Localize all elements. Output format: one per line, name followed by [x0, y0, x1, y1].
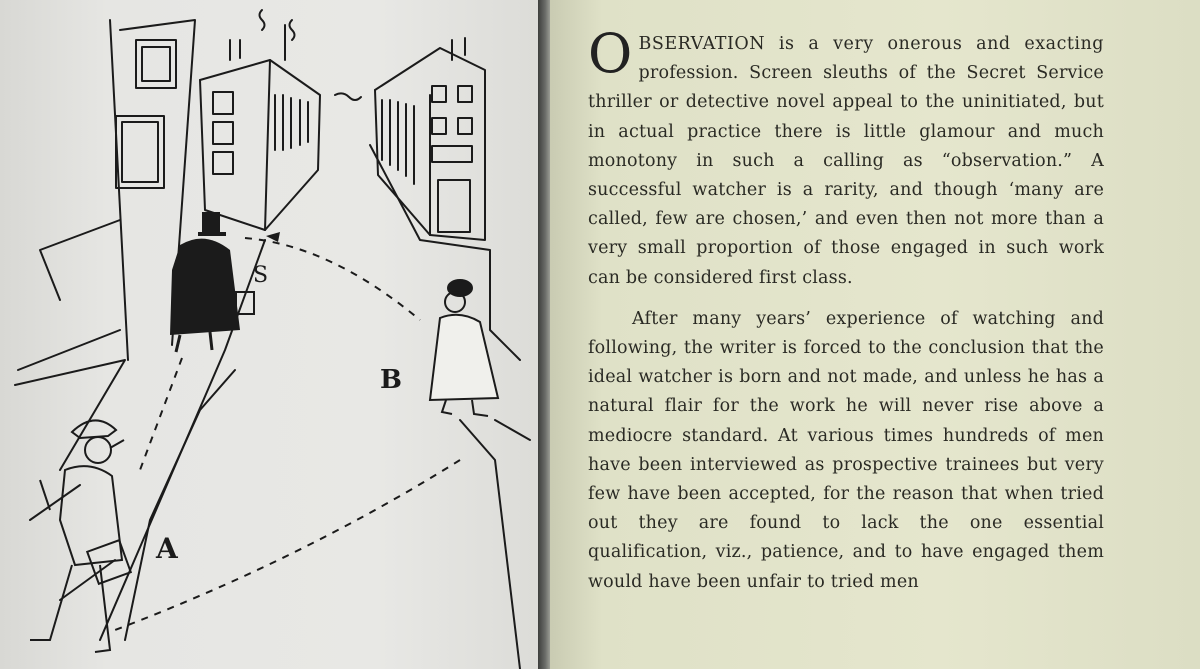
figure-a [30, 420, 131, 652]
figure-b [430, 280, 498, 416]
text-page [550, 0, 1200, 669]
book-gutter [538, 0, 550, 669]
illustration-page [0, 0, 538, 669]
paragraph-1-body: profession. Screen sleuths of the Secret Service thriller or detective novel appeal to the uninitiated, but in actual practice there is little glamour and much monotony in such a calling as “observation.” A successful watcher is a rarity, and though ‘many are called, few are chosen,’ and even then not more than a very small proportion of those engaged in such work can be considered first class. [588, 63, 1104, 288]
label-b: B [380, 365, 402, 395]
figure-s [170, 212, 254, 352]
paragraph-1 [588, 22, 1104, 293]
label-a: A [156, 532, 178, 565]
text-column [588, 22, 1104, 597]
drop-cap: O [588, 22, 633, 85]
paragraph-1-first-line: BSERVATION is a very onerous and exacting [638, 34, 1104, 54]
street-illustration [0, 0, 538, 669]
paragraph-2: After many years’ experience of watching and following, the writer is forced to the conclusion that the ideal watcher is born and not made, and unless he has a natural flair for the work he will never rise above a mediocre standard. At various times hundreds of men have been interviewed as prospective trainees but very few have been accepted, for the reason that when tried out they are found to lack the one essential qualification, viz., patience, and to have engaged them would have been unfair to tried men [588, 308, 1104, 592]
label-s: S [253, 263, 269, 288]
